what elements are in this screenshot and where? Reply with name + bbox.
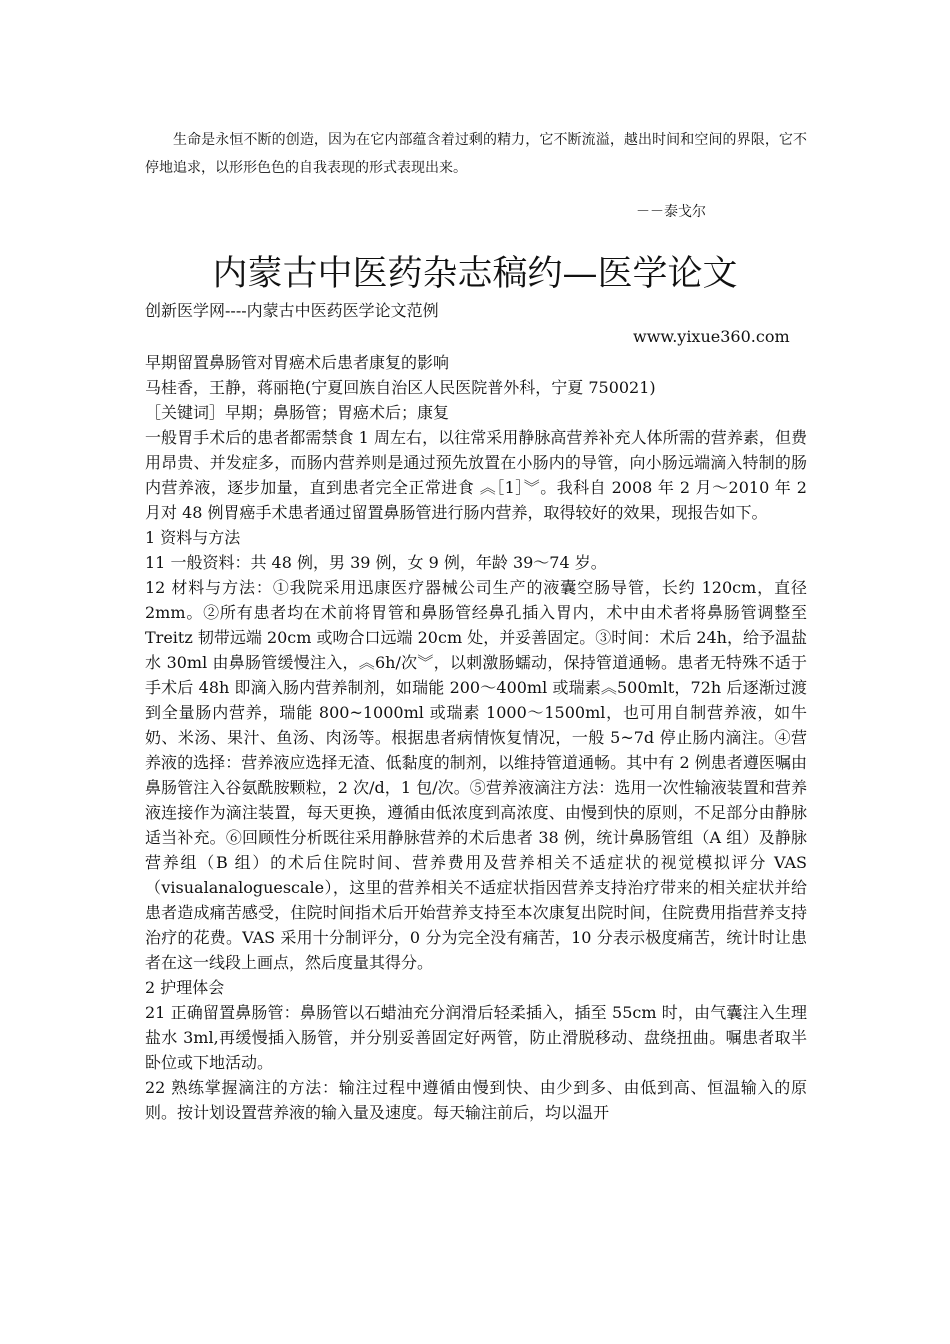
article-title: 早期留置鼻肠管对胃癌术后患者康复的影响: [145, 353, 450, 372]
source-url: www.yixue360.com: [633, 327, 790, 346]
article-paragraph: 一般胃手术后的患者都需禁食 1 周左右，以往常采用静脉高营养补充人体所需的营养素，但费用昂贵、并发症多，而肠内营养则是通过预先放置在小肠内的导管，向小肠远端滴入特制的肠内营养液，逐步加量，直到患者完全正常进食 ︽［1］︾。我科自 2008 年 2 月～2010 年 2 月对 48 例胃癌手术患者通过留置鼻肠管进行肠内营养，取得较好的效果，现报告如下。: [145, 428, 807, 522]
article-paragraph: 22 熟练掌握滴注的方法：输注过程中遵循由慢到快、由少到多、由低到高、恒温输入的原则。按计划设置营养液的输入量及速度。每天输注前后，均以温开: [145, 1078, 807, 1122]
article-authors: 马桂香，王静，蒋丽艳(宁夏回族自治区人民医院普外科，宁夏 750021): [145, 378, 656, 397]
section-heading: 2 护理体会: [145, 978, 225, 997]
section-heading: 1 资料与方法: [145, 528, 241, 547]
epigraph-text: 生命是永恒不断的创造，因为在它内部蕴含着过剩的精力，它不断流溢，越出时间和空间的界限，它不停地追求，以形形色色的自我表现的形式表现出来。: [145, 132, 807, 176]
page-title: 内蒙古中医药杂志稿约—医学论文: [212, 254, 738, 294]
article-paragraph: 21 正确留置鼻肠管：鼻肠管以石蜡油充分润滑后轻柔插入，插至 55cm 时，由气囊注入生理盐水 3ml,再缓慢插入肠管，并分别妥善固定好两管，防止滑脱移动、盘绕扭曲。嘱患者取半卧位或下地活动。: [145, 1003, 807, 1072]
article-paragraph: 12 材料与方法：①我院采用迅康医疗器械公司生产的液囊空肠导管，长约 120cm，直径 2mm。②所有患者均在术前将胃管和鼻肠管经鼻孔插入胃内，术中由术者将鼻肠管调整至 Treitz 韧带远端 20cm 或吻合口远端 20cm 处，并妥善固定。③时间：术后 24h，给予温盐水 30ml 由鼻肠管缓慢注入，︽6h/次︾，以刺激肠蠕动，保持管道通畅。患者无特殊不适于手术后 48h 即滴入肠内营养制剂，如瑞能 200～400ml 或瑞素︽500mlt，72h 后逐渐过渡到全量肠内营养，瑞能 800~1000ml 或瑞素 1000～1500ml，也可用自制营养液，如牛奶、米汤、果汁、鱼汤、肉汤等。根据患者病情恢复情况，一般 5~7d 停止肠内滴注。④营养液的选择：营养液应选择无渣、低黏度的制剂，以维持管道通畅。其中有 2 例患者遵医嘱由鼻肠管注入谷氨酰胺颗粒，2 次/d，1 包/次。⑤营养液滴注方法：选用一次性输液装置和营养液连接作为滴注装置，每天更换，遵循由低浓度到高浓度、由慢到快的原则，不足部分由静脉适当补充。⑥回顾性分析既往采用静脉营养的术后患者 38 例，统计鼻肠管组（A 组）及静脉营养组（B 组）的术后住院时间、营养费用及营养相关不适症状的视觉模拟评分 VAS（visualanaloguescale），这里的营养相关不适症状指因营养支持治疗带来的相关症状并给患者造成痛苦感受，住院时间指术后开始营养支持至本次康复出院时间，住院费用指营养支持治疗的花费。VAS 采用十分制评分，0 分为完全没有痛苦，10 分表示极度痛苦，统计时让患者在这一线段上画点，然后度量其得分。: [145, 578, 807, 972]
article-keywords: ［关键词］早期；鼻肠管；胃癌术后；康复: [145, 403, 450, 422]
source-line: 创新医学网----内蒙古中医药医学论文范例: [145, 301, 439, 320]
epigraph-author: －－泰戈尔: [636, 204, 706, 220]
article-paragraph: 11 一般资料：共 48 例，男 39 例，女 9 例，年龄 39～74 岁。: [145, 553, 607, 572]
article-body: [145, 350, 807, 1125]
